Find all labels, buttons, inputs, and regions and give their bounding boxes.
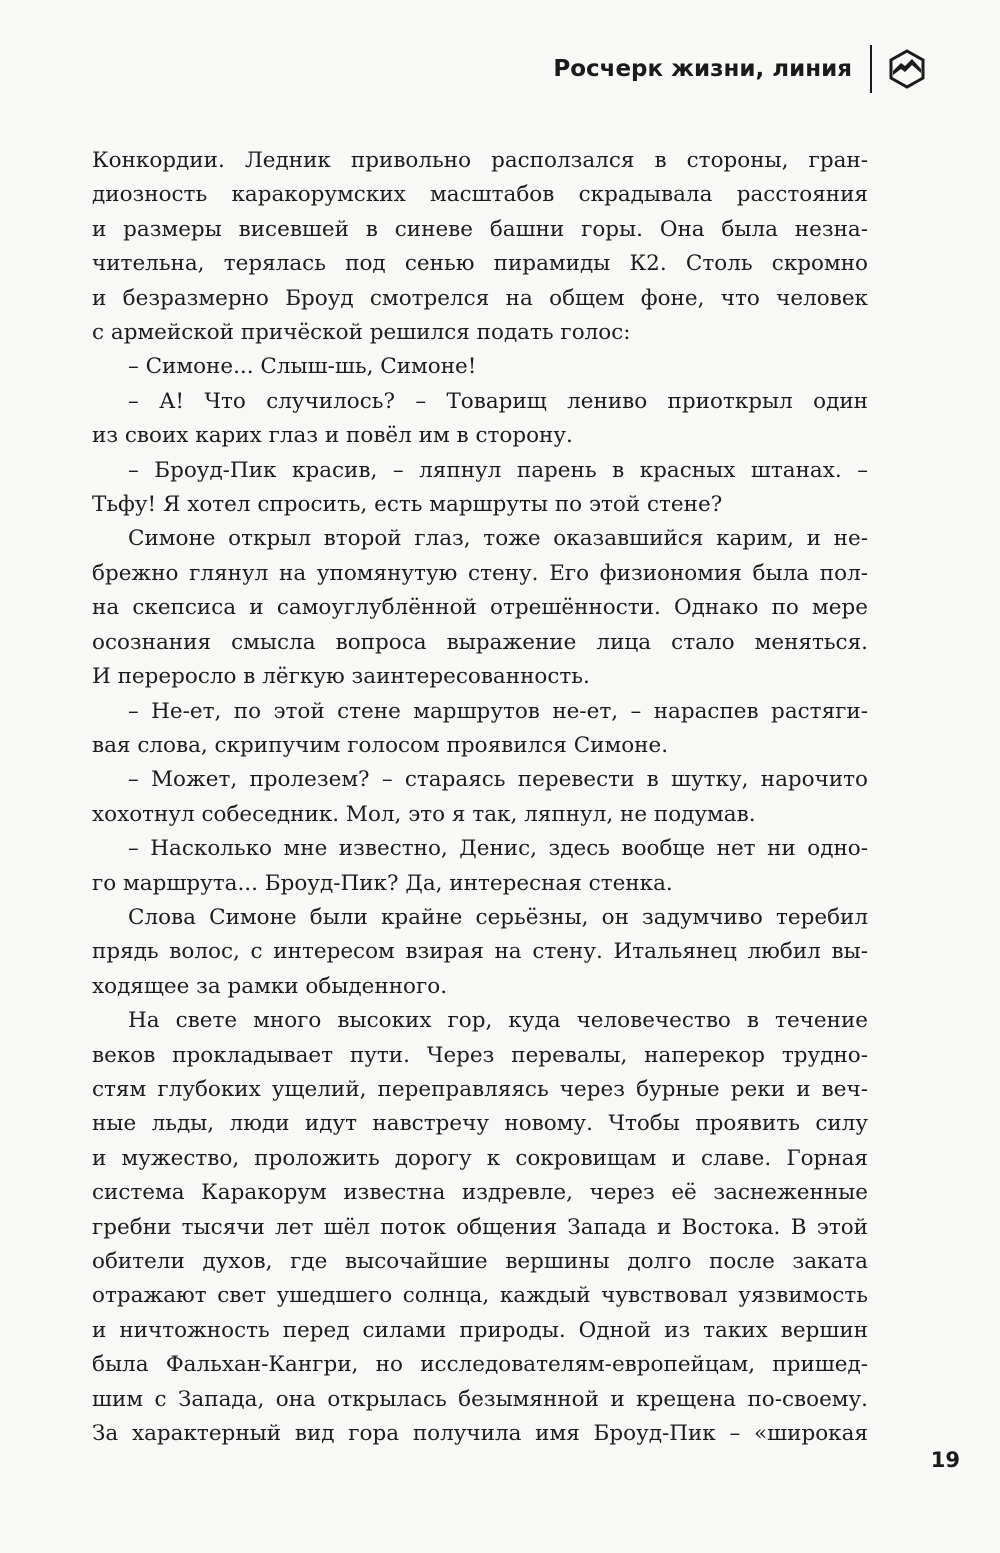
- text-line: – А! Что случилось? – Товарищ лениво приоткрыл один: [128, 388, 868, 414]
- text-line: вая слова, скрипучим голосом проявился Симоне.: [92, 732, 669, 758]
- text-line: – Броуд-Пик красив, – ляпнул парень в красных штанах. –: [128, 457, 868, 483]
- text-line: стям глубоких ущелий, переправляясь через бурные реки и веч-: [92, 1076, 868, 1102]
- header-divider: [870, 45, 872, 93]
- text-line: На свете много высоких гор, куда человечество в течение: [128, 1008, 868, 1034]
- text-line: хохотнул собеседник. Мол, это я так, ляпнул, не подумав.: [92, 801, 756, 827]
- text-line: система Каракорум известна издревле, через её заснеженные: [92, 1180, 868, 1206]
- text-line: и ничтожность перед силами природы. Одной из таких вершин: [92, 1317, 868, 1343]
- text-line: – Симоне... Слыш-шь, Симоне!: [128, 354, 477, 380]
- text-line: – Может, пролезем? – стараясь перевести в шутку, нарочито: [128, 767, 868, 793]
- running-header: [553, 44, 928, 94]
- page-number: 19: [930, 1448, 960, 1472]
- text-line: За характерный вид гора получила имя Броуд-Пик – «широкая: [92, 1421, 868, 1447]
- text-line: из своих карих глаз и повёл им в сторону.: [92, 423, 573, 449]
- text-line: с армейской причёской решился подать голос:: [92, 320, 631, 346]
- text-line: на скепсиса и самоуглублённой отрешённости. Однако по мере: [92, 595, 868, 621]
- text-line: Слова Симоне были крайне серьёзны, он задумчиво теребил: [128, 904, 868, 930]
- text-line: прядь волос, с интересом взирая на стену. Итальянец любил вы-: [92, 939, 868, 965]
- text-line: и мужество, проложить дорогу к сокровищам и славе. Горная: [92, 1145, 868, 1171]
- text-line: – Насколько мне известно, Денис, здесь вообще нет ни одно-: [128, 836, 868, 862]
- text-line: ные льды, люди идут навстречу новому. Чтобы проявить силу: [92, 1111, 868, 1137]
- text-line: обители духов, где высочайшие вершины долго после заката: [92, 1249, 868, 1274]
- text-line: ходящее за рамки обыденного.: [92, 973, 448, 999]
- text-line: гребни тысячи лет шёл поток общения Запада и Востока. В этой: [92, 1214, 868, 1240]
- text-line: и размеры висевшей в синеве башни горы. Она была незна-: [92, 216, 868, 242]
- text-line: осознания смысла вопроса выражение лица стало меняться.: [92, 629, 868, 655]
- text-line: веков прокладывает пути. Через перевалы, наперекор трудно-: [92, 1042, 868, 1068]
- text-line: – Не-ет, по этой стене маршрутов не-ет, – нараспев растяги-: [128, 698, 868, 724]
- text-line: брежно глянул на упомянутую стену. Его физиономия была пол-: [92, 560, 868, 586]
- text-line: Тьфу! Я хотел спросить, есть маршруты по этой стене?: [92, 492, 723, 518]
- text-line: чительна, терялась под сенью пирамиды К2. Столь скромно: [92, 251, 868, 277]
- text-line: была Фальхан-Кангри, но исследователям-европейцам, пришед-: [92, 1352, 868, 1378]
- text-line: Конкордии. Ледник привольно расползался в стороны, гран-: [92, 148, 868, 173]
- page-body-text: [92, 144, 868, 1451]
- text-line: отражают свет ушедшего солнца, каждый чувствовал уязвимость: [92, 1283, 868, 1309]
- mountain-logo-icon: [886, 48, 928, 90]
- text-line: го маршрута... Броуд-Пик? Да, интересная стенка.: [92, 870, 673, 896]
- text-line: шим с Запада, она открылась безымянной и крещена по-своему.: [92, 1386, 868, 1412]
- text-line: И переросло в лёгкую заинтересованность.: [92, 664, 590, 690]
- running-title: Росчерк жизни, линия: [553, 56, 852, 82]
- text-line: и безразмерно Броуд смотрелся на общем фоне, что человек: [92, 285, 868, 311]
- text-line: диозность каракорумских масштабов скрадывала расстояния: [92, 182, 868, 208]
- text-line: Симоне открыл второй глаз, тоже оказавшийся карим, и не-: [128, 526, 868, 552]
